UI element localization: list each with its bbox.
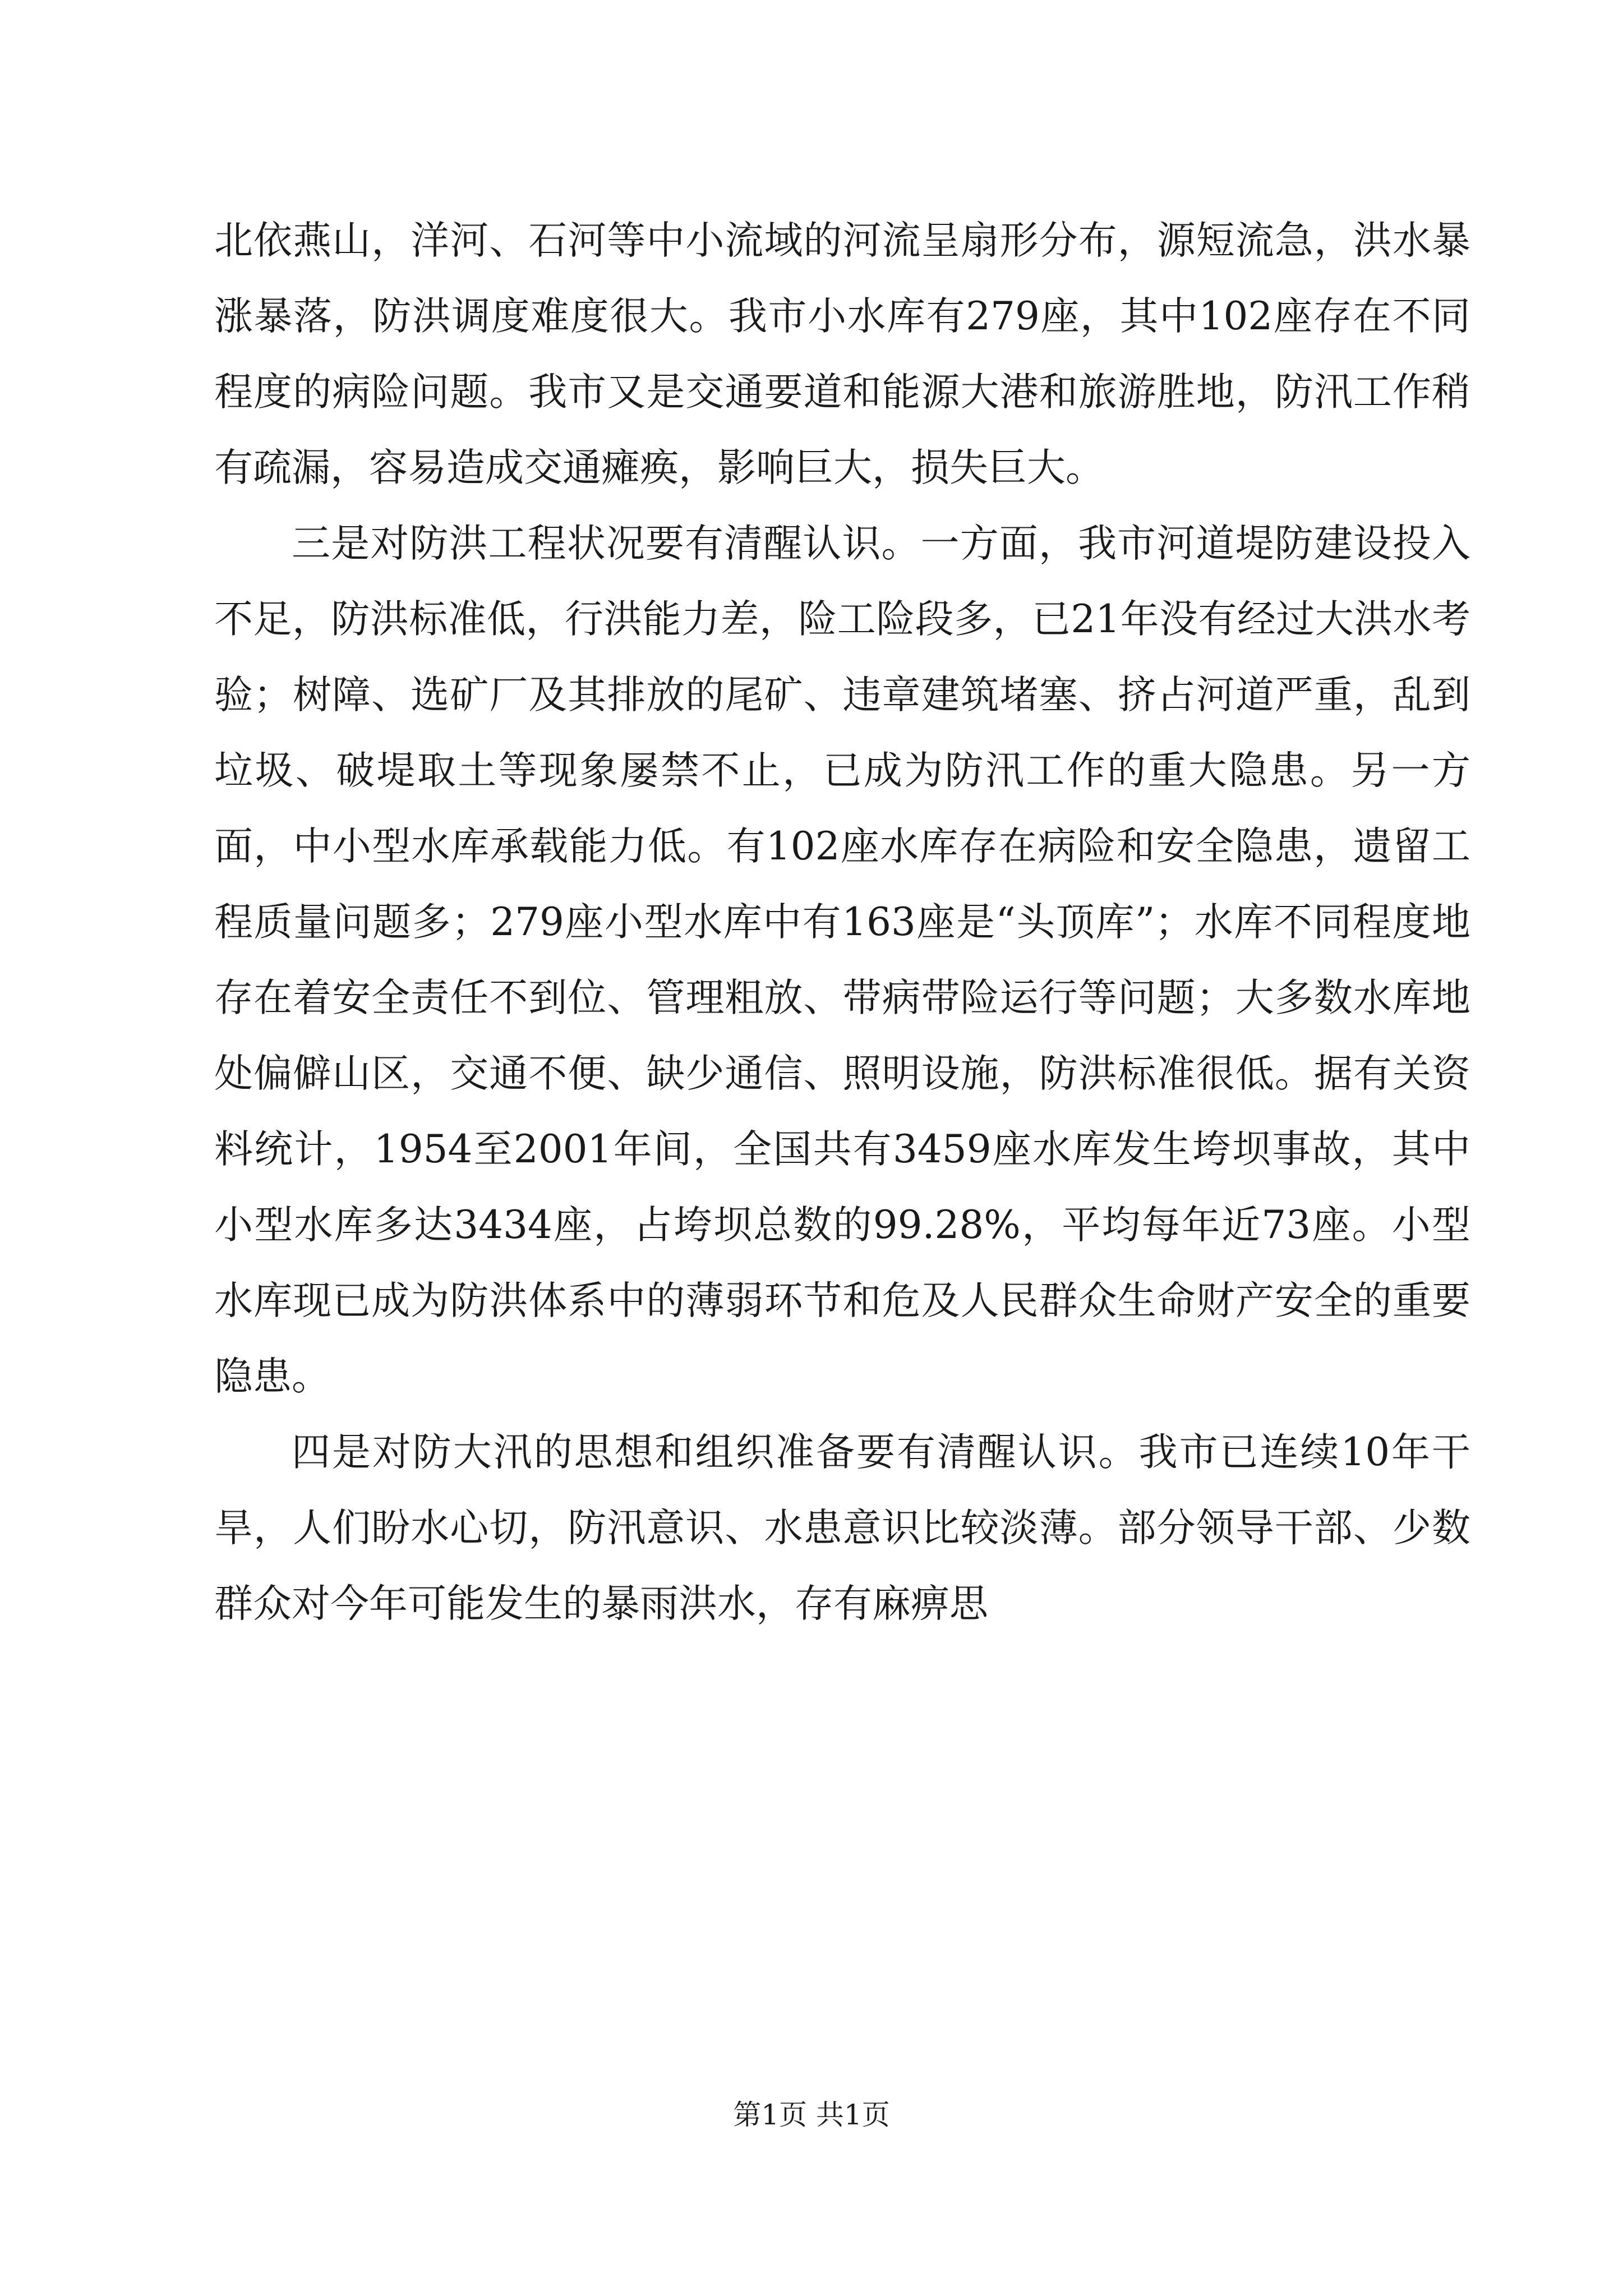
paragraph-3: 四是对防大汛的思想和组织准备要有清醒认识。我市已连续10年干旱，人们盼水心切，防汛意识、水患意识比较淡薄。部分领导干部、少数群众对今年可能发生的暴雨洪水，存有麻痹思: [214, 1430, 1470, 1626]
paragraph-1: 北依燕山，洋河、石河等中小流域的河流呈扇形分布，源短流急，洪水暴涨暴落，防洪调度难度很大。我市小水库有279座，其中102座存在不同程度的病险问题。我市又是交通要道和能源大港和旅游胜地，防汛工作稍有疏漏，容易造成交通瘫痪，影响巨大，损失巨大。: [214, 218, 1470, 490]
document-body: [214, 203, 1470, 1642]
paragraph-2: 三是对防洪工程状况要有清醒认识。一方面，我市河道堤防建设投入不足，防洪标准低，行洪能力差，险工险段多，已21年没有经过大洪水考验；树障、选矿厂及其排放的尾矿、违章建筑堵塞、挤占河道严重，乱到垃圾、破堤取土等现象屡禁不止，已成为防汛工作的重大隐患。另一方面，中小型水库承载能力低。有102座水库存在病险和安全隐患，遗留工程质量问题多；279座小型水库中有163座是“头顶库”；水库不同程度地存在着安全责任不到位、管理粗放、带病带险运行等问题；大多数水库地处偏僻山区，交通不便、缺少通信、照明设施，防洪标准很低。据有关资料统计，1954至2001年间，全国共有3459座水库发生垮坝事故，其中小型水库多达3434座，占垮坝总数的99.28%，平均每年近73座。小型水库现已成为防洪体系中的薄弱环节和危及人民群众生命财产安全的重要隐患。: [214, 521, 1470, 1399]
page-footer: 第1页 共1页: [733, 2099, 890, 2131]
